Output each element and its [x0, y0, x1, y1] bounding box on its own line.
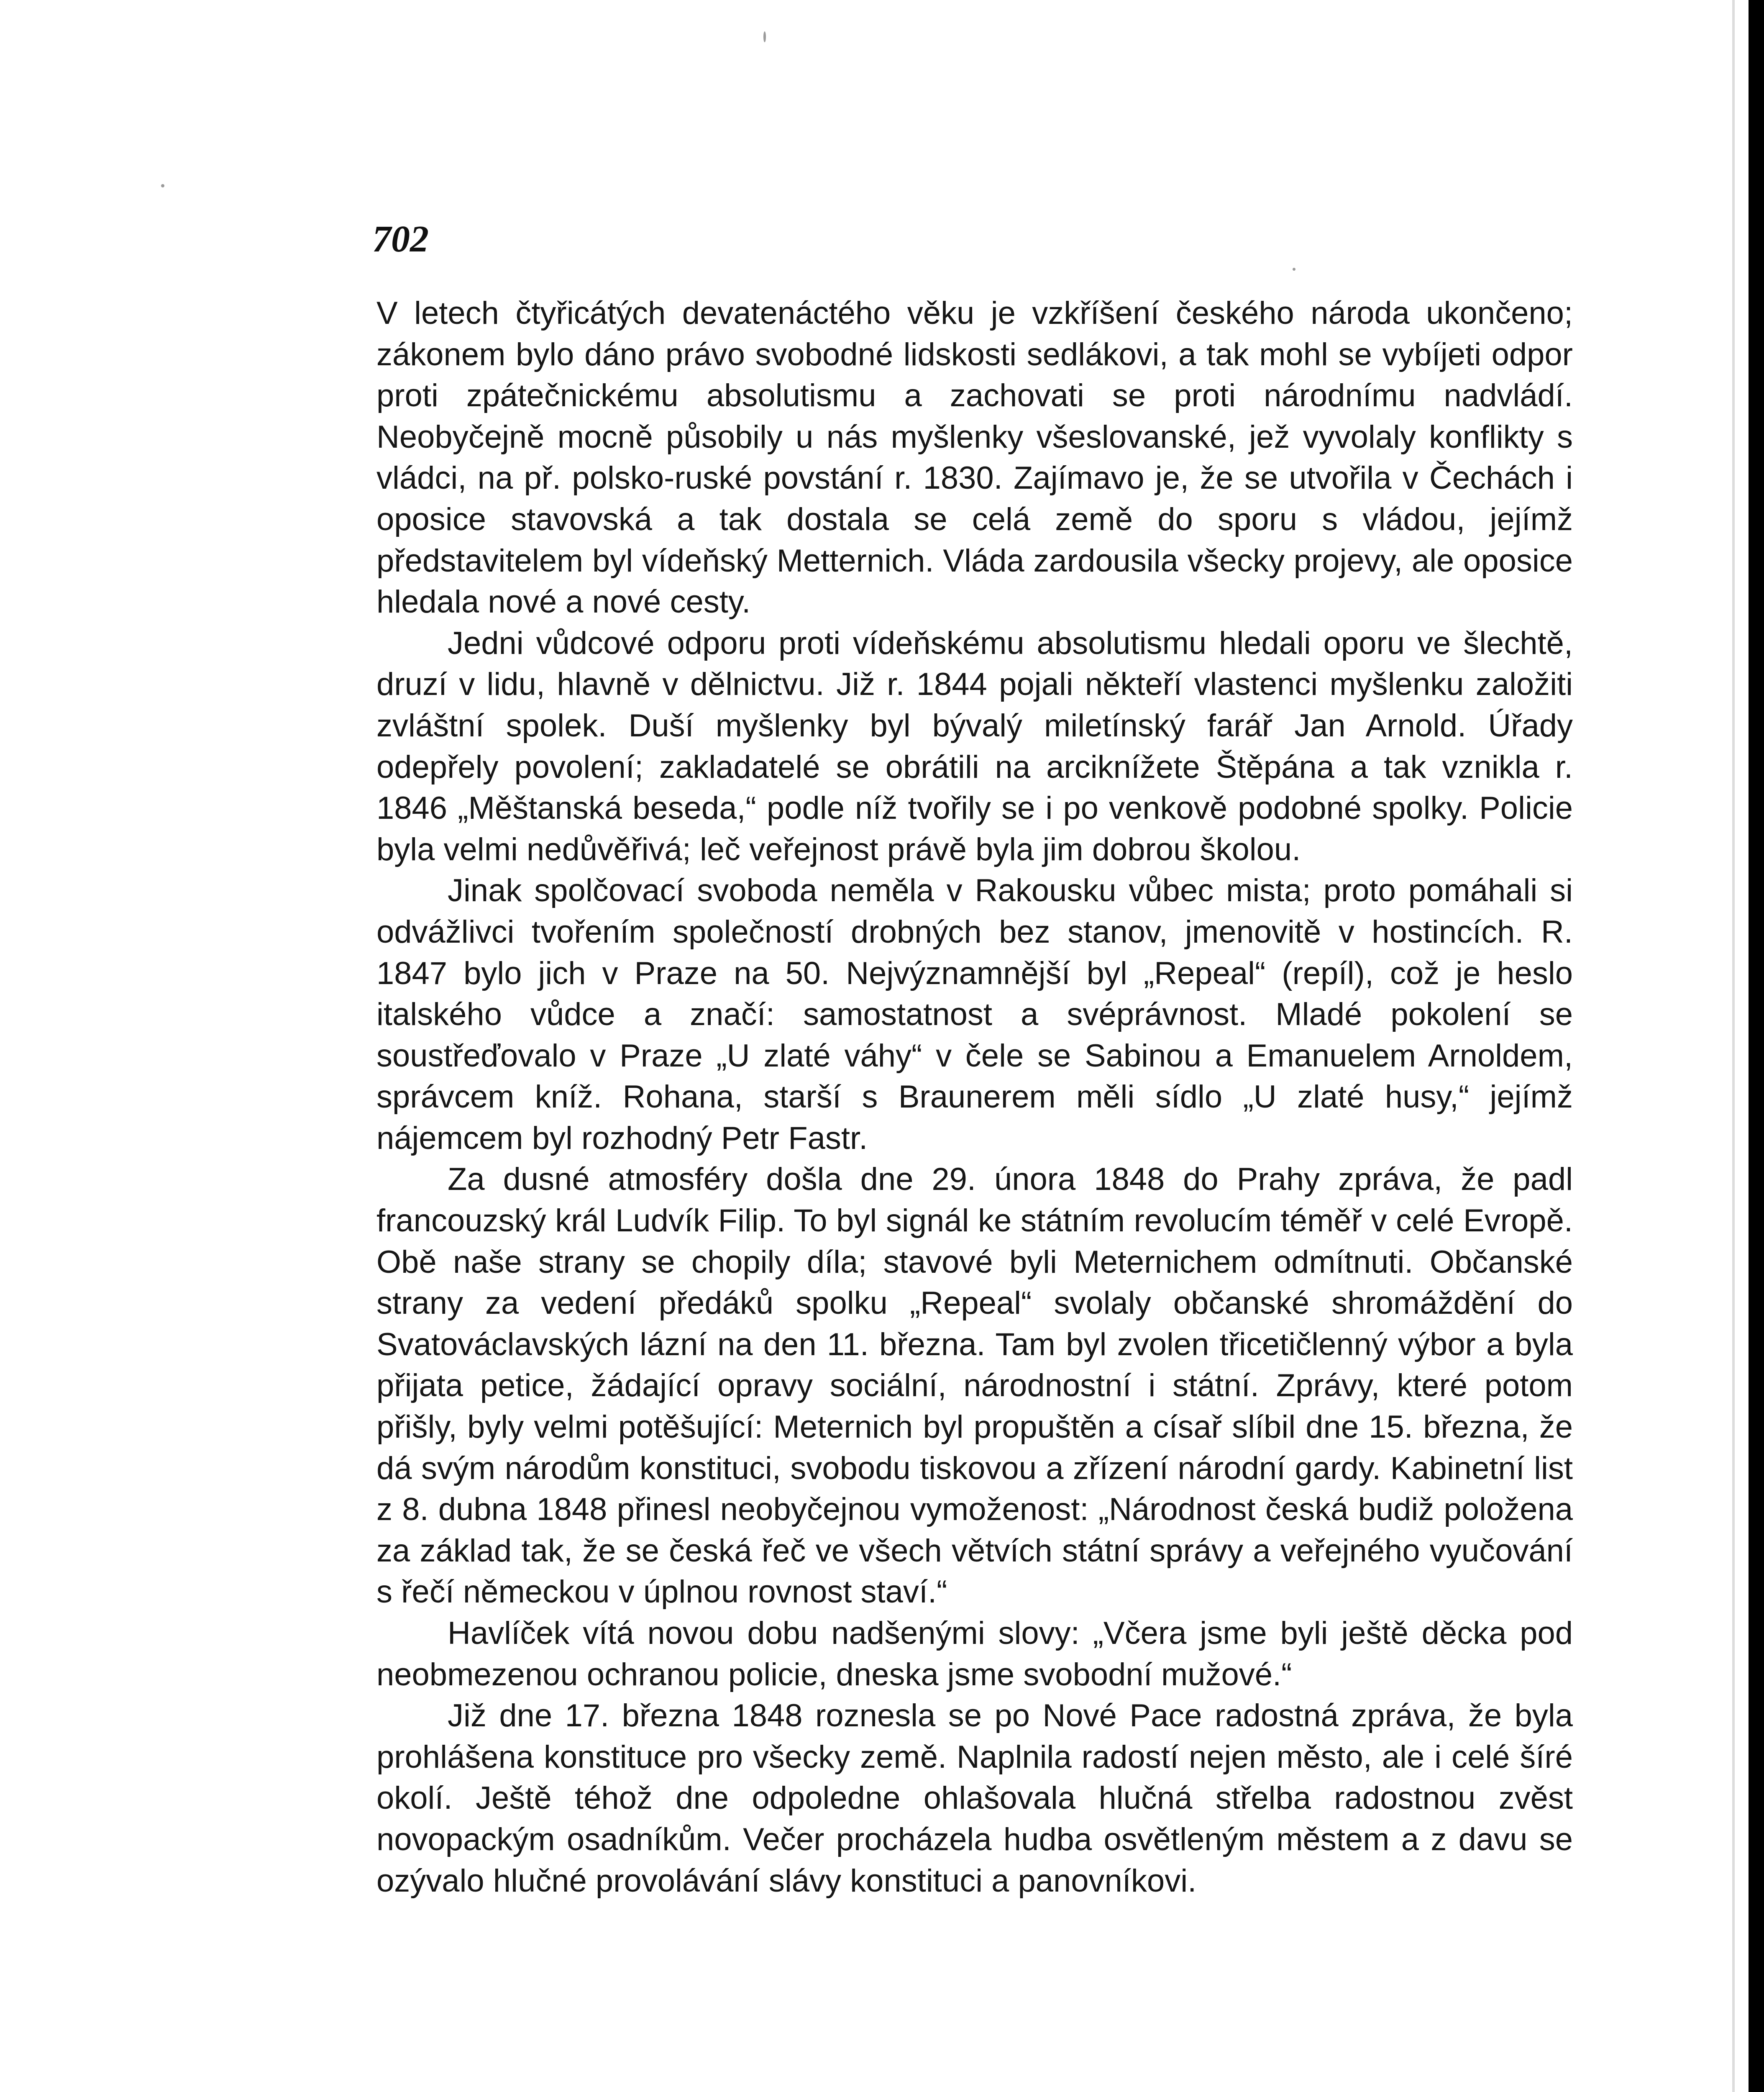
body-text	[376, 293, 1573, 1902]
paragraph: Havlíček vítá novou dobu nadšenými slovy: „Včera jsme byli ještě děcka pod neobmezenou ochranou policie, dneska jsme svobodní mužové.“	[376, 1615, 1573, 1692]
paragraph: Za dusné atmosféry došla dne 29. února 1848 do Prahy zpráva, že padl francouzský král Ludvík Filip. To byl signál ke státním revolucím téměř v celé Evropě. Obě naše strany se chopily díla; stavové byli Meternichem odmítnuti. Občanské strany za vedení předáků spolku „Repeal“ svolaly občanské shromáždění do Svatováclavských lázní na den 11. března. Tam byl zvolen třicetičlenný výbor a byla přijata petice, žádající opravy sociální, národnostní i státní. Zprávy, které potom přišly, byly velmi potěšující: Meternich byl propuštěn a císař slíbil dne 15. března, že dá svým národům konstituci, svobodu tiskovou a zřízení národní gardy. Kabinetní list z 8. dubna 1848 přinesl neobyčejnou vymoženost: „Národnost česká budiž položena za základ tak, že se česká řeč ve všech větvích státní správy a veřejného vyučování s řečí německou v úplnou rovnost staví.“	[376, 1161, 1573, 1610]
paragraph: Jedni vůdcové odporu proti vídeňskému absolutismu hledali oporu ve šlechtě, druzí v lidu, hlavně v dělnictvu. Již r. 1844 pojali někteří vlastenci myšlenku založiti zvláštní spolek. Duší myšlenky byl bývalý miletínský farář Jan Arnold. Úřady odepřely povolení; zakladatelé se obrátili na arciknížete Štěpána a tak vznikla r. 1846 „Měštanská beseda,“ podle níž tvořily se i po venkově podobné spolky. Policie byla velmi nedůvěřivá; leč veřejnost právě byla jim dobrou školou.	[376, 625, 1573, 867]
paragraph: Jinak spolčovací svoboda neměla v Rakousku vůbec mista; proto pomáhali si odvážlivci tvořením společností drobných bez stanov, jmenovitě v hostincích. R. 1847 bylo jich v Praze na 50. Nejvýznamnější byl „Repeal“ (repíl), což je heslo italského vůdce a značí: samostatnost a svéprávnost. Mladé pokolení se soustřeďovalo v Praze „U zlaté váhy“ v čele se Sabinou a Emanuelem Arnoldem, správcem kníž. Rohana, starší s Braunerem měli sídlo „U zlaté husy,“ jejímž nájemcem byl rozhodný Petr Fastr.	[376, 873, 1573, 1156]
paragraph: Již dne 17. března 1848 roznesla se po Nové Pace radostná zpráva, že byla prohlášena konstituce pro všecky země. Naplnila radostí nejen město, ale i celé šíré okolí. Ještě téhož dne odpoledne ohlašovala hlučná střelba radostnou zvěst novopackým osadníkům. Večer procházela hudba osvětleným městem a z davu se ozývalo hlučné provolávání slávy konstituci a panovníkovi.	[376, 1698, 1573, 1899]
scan-border	[1749, 0, 1764, 2092]
page-number: 702	[372, 218, 429, 260]
scan-speck	[161, 184, 164, 187]
paragraph: V letech čtyřicátých devatenáctého věku je vzkříšení českého národa ukončeno; zákonem bylo dáno právo svobodné lidskosti sedlákovi, a tak mohl se vybíjeti odpor proti zpátečnickému absolutismu a zachovati se proti národnímu nadvládí. Neobyčejně mocně působily u nás myšlenky všeslovanské, jež vyvolaly konflikty s vládci, na př. polsko-ruské povstání r. 1830. Zajímavo je, že se utvořila v Čechách i oposice stavovská a tak dostala se celá země do sporu s vládou, jejímž představitelem byl vídeňský Metternich. Vláda zardousila všecky projevy, ale oposice hledala nové a nové cesty.	[376, 295, 1573, 620]
scan-speck	[763, 31, 766, 42]
scan-speck	[1293, 268, 1295, 271]
scan-border-shadow	[1732, 0, 1735, 2092]
